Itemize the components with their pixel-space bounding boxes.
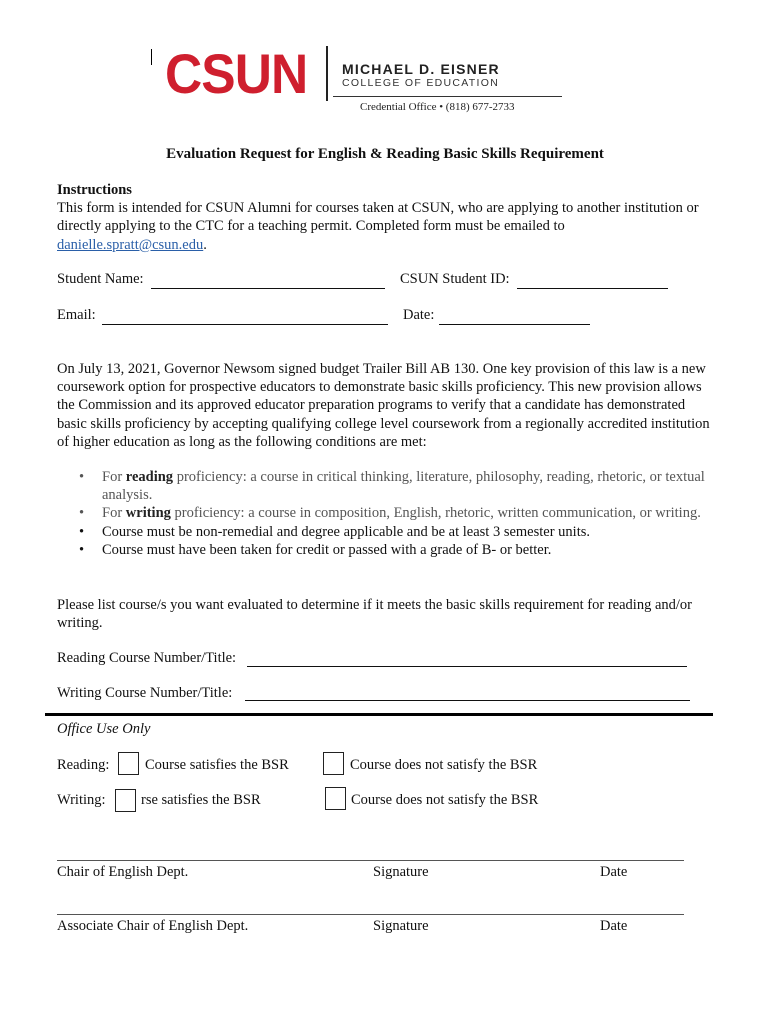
student-name-label: Student Name: xyxy=(57,271,144,287)
list-item: • Course must have been taken for credit or passed with a grade of B- or better. xyxy=(79,541,552,558)
csun-logo: CSUN xyxy=(165,42,308,105)
list-item: • For writing proficiency: a course in composition, English, rhetoric, written communication, or writing. xyxy=(79,505,701,522)
college-name: MICHAEL D. EISNER xyxy=(342,61,500,77)
chair-signature-line[interactable] xyxy=(57,860,684,861)
conditions-list xyxy=(78,468,718,559)
instructions-heading: Instructions xyxy=(57,182,132,198)
logo-divider xyxy=(326,46,328,101)
email-link[interactable]: danielle.spratt@csun.edu xyxy=(57,236,204,253)
logo-mark xyxy=(151,49,152,65)
writing-satisfies-text: rse satisfies the BSR xyxy=(141,792,261,808)
instructions-text: This form is intended for CSUN Alumni for courses taken at CSUN, who are applying to another institution or directly applying to the CTC for a teaching permit. Completed form must be emailed to danielle.spratt@csun.edu. xyxy=(57,200,699,253)
reading-course-field[interactable] xyxy=(247,666,687,667)
student-id-label: CSUN Student ID: xyxy=(400,271,510,287)
law-paragraph: On July 13, 2021, Governor Newsom signed budget Trailer Bill AB 130. One key provision of this law is a new coursework option for prospective educators to demonstrate basic skills proficiency. This new provision allows the Commission and its approved educator preparation programs to verify that a candidate has demonstrated basic skills proficiency by accepting qualifying college level coursework from a regionally accredited institution of higher education as long as the following conditions are met: xyxy=(57,361,710,450)
reading-not-satisfies-checkbox[interactable] xyxy=(323,752,344,775)
associate-chair-signature-label: Signature xyxy=(373,918,429,934)
college-subtitle: COLLEGE OF EDUCATION xyxy=(342,77,500,89)
writing-not-satisfies-text: Course does not satisfy the BSR xyxy=(351,792,539,808)
writing-course-field[interactable] xyxy=(245,700,690,701)
credential-office-line: Credential Office • (818) 677-2733 xyxy=(360,101,515,113)
associate-chair-date-label: Date xyxy=(600,918,628,934)
chair-signature-label: Signature xyxy=(373,864,429,880)
writing-satisfies-checkbox[interactable] xyxy=(115,789,136,812)
instructions-block xyxy=(57,181,717,254)
associate-chair-signature-line[interactable] xyxy=(57,914,684,915)
writing-label: Writing: xyxy=(57,792,106,808)
list-item: • Course must be non-remedial and degree applicable and be at least 3 semester units. xyxy=(79,523,591,540)
student-name-field[interactable] xyxy=(151,288,385,289)
form-title: Evaluation Request for English & Reading Basic Skills Requirement xyxy=(166,146,604,162)
reading-satisfies-checkbox[interactable] xyxy=(118,752,139,775)
date-field[interactable] xyxy=(439,324,590,325)
date-label: Date: xyxy=(403,307,435,323)
chair-title: Chair of English Dept. xyxy=(57,864,189,880)
email-label: Email: xyxy=(57,307,96,323)
office-use-heading: Office Use Only xyxy=(57,721,151,737)
reading-label: Reading: xyxy=(57,757,110,773)
writing-course-label: Writing Course Number/Title: xyxy=(57,685,233,701)
reading-not-satisfies-text: Course does not satisfy the BSR xyxy=(350,757,538,773)
section-divider xyxy=(45,713,713,716)
email-field[interactable] xyxy=(102,324,388,325)
list-item: • For reading proficiency: a course in critical thinking, literature, philosophy, reading, rhetoric, or textual analysis. xyxy=(79,469,705,504)
list-prompt: Please list course/s you want evaluated to determine if it meets the basic skills requirement for reading and/or writing. xyxy=(57,597,692,632)
associate-chair-title: Associate Chair of English Dept. xyxy=(57,918,249,934)
chair-date-label: Date xyxy=(600,864,628,880)
writing-not-satisfies-checkbox[interactable] xyxy=(325,787,346,810)
student-id-field[interactable] xyxy=(517,288,668,289)
header-rule xyxy=(333,96,562,97)
reading-course-label: Reading Course Number/Title: xyxy=(57,650,237,666)
reading-satisfies-text: Course satisfies the BSR xyxy=(145,757,289,773)
